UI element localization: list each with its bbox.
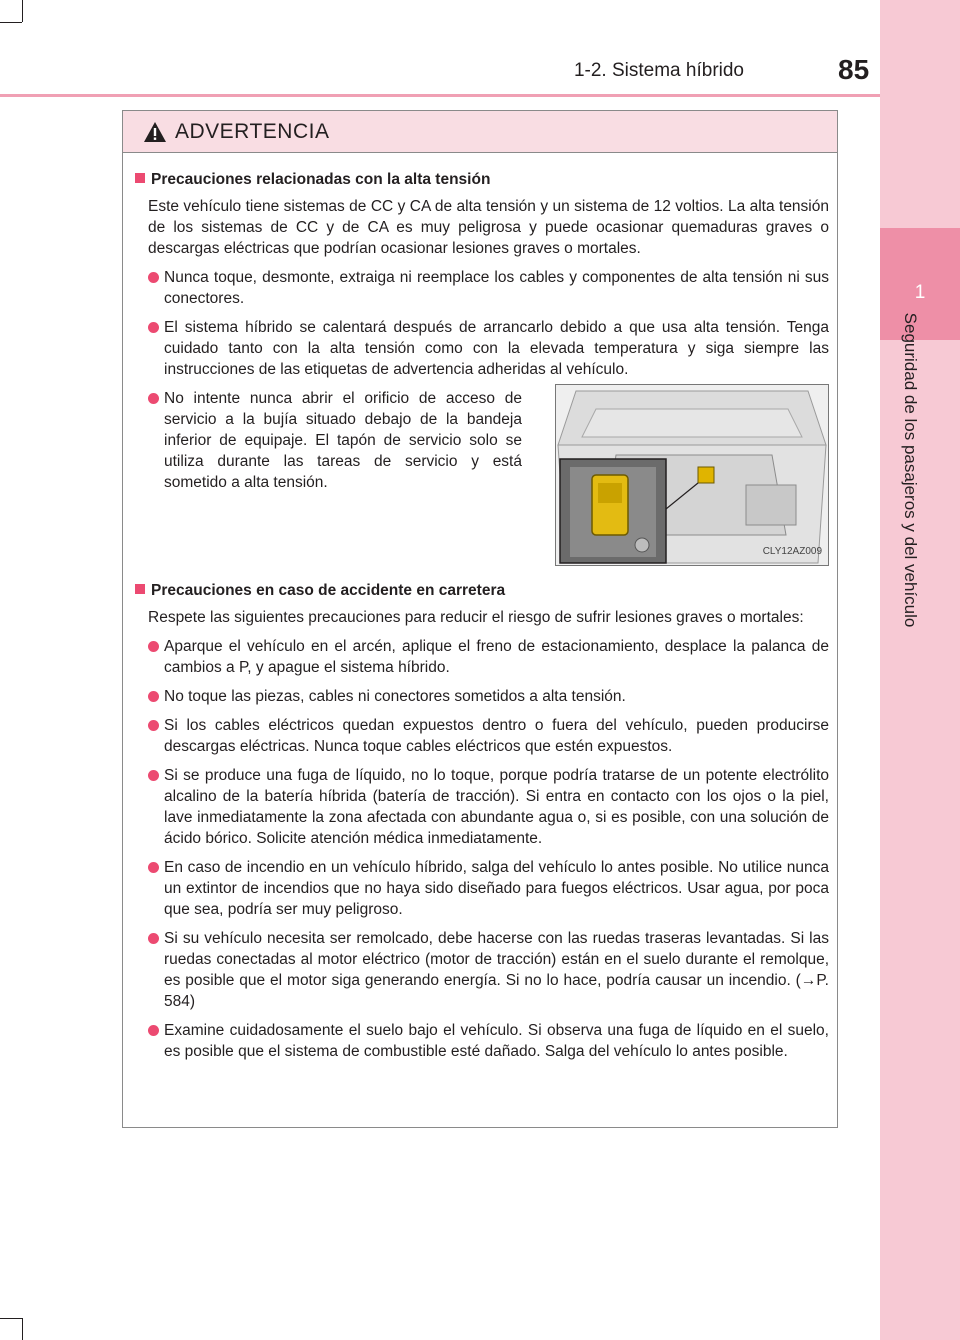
list-item-text: Si su vehículo necesita ser remolcado, debe hacerse con las ruedas traseras levantadas. Si las ruedas conectadas al motor eléctrico (motor de tracción) están en el suelo durante el remolque, es posible que el motor siga generando energía. Si no lo hace, podría causar un incendio. (→P. 584)	[164, 930, 829, 1010]
section-heading-text: Precauciones relacionadas con la alta tensión	[151, 171, 491, 188]
bullet-dot-icon	[148, 933, 159, 944]
list-item	[148, 317, 829, 380]
section-heading	[135, 169, 829, 190]
warning-header	[123, 111, 837, 153]
list-item-text: Examine cuidadosamente el suelo bajo el vehículo. Si observa una fuga de líquido en el suelo, es posible que el sistema de combustible esté dañado. Salga del vehículo lo antes posible.	[164, 1022, 829, 1060]
list-item-text: En caso de incendio en un vehículo híbrido, salga del vehículo lo antes posible. No utilice nunca un extintor de incendios que no haya sido diseñado para fuegos eléctricos. Usar agua, por poca que sea, podría ser muy peligroso.	[164, 859, 829, 918]
section-title: 1-2. Sistema híbrido	[573, 60, 744, 81]
bullet-dot-icon	[148, 862, 159, 873]
list-item	[148, 857, 829, 920]
section-intro: Este vehículo tiene sistemas de CC y CA de alta tensión y un sistema de 12 voltios. La alta tensión de los sistemas de CC y de CA es muy peligrosa y puede ocasionar quemaduras graves o descargas eléctricas que podrían ocasionar lesiones graves o mortales.	[148, 198, 829, 257]
list-item	[148, 267, 829, 309]
square-bullet-icon	[135, 173, 145, 183]
list-item	[148, 686, 829, 707]
list-item	[148, 1020, 829, 1062]
page-number: 85	[838, 54, 870, 85]
bullet-with-figure	[135, 388, 829, 566]
bullet-dot-icon	[148, 641, 159, 652]
list-item-text: Nunca toque, desmonte, extraiga ni reemplace los cables y componentes de alta tensión ni sus conectores.	[164, 269, 829, 307]
chapter-number: 1	[914, 282, 926, 303]
list-item	[148, 715, 829, 757]
list-item	[148, 928, 829, 1012]
list-item-text: No intente nunca abrir el orificio de acceso de servicio a la bujía situado debajo de la bandeja inferior de equipaje. El tapón de servicio solo se utiliza durante las tareas de servicio y está sometido a alta tensión.	[164, 390, 522, 491]
figure-code: CLY12AZ009	[762, 546, 822, 557]
chapter-title: Seguridad de los pasajeros y del vehículo	[901, 312, 920, 628]
service-plug-figure	[555, 384, 829, 566]
crop-mark	[0, 1318, 22, 1319]
crop-mark	[22, 1318, 23, 1340]
list-item	[148, 388, 522, 558]
bullet-dot-icon	[148, 272, 159, 283]
bullet-dot-icon	[148, 720, 159, 731]
list-item-text: Aparque el vehículo en el arcén, aplique el freno de estacionamiento, desplace la palanca de cambios a P, y apague el sistema híbrido.	[164, 638, 829, 676]
list-item-text: Si se produce una fuga de líquido, no lo toque, porque podría tratarse de un potente electrólito alcalino de la batería híbrida (batería de tracción). Si entra en contacto con los ojos o la piel, lave inmediatamente la zona afectada con abundante agua o, si es posible, con una solución de ácido bórico. Solicite atención médica inmediatamente.	[164, 767, 829, 847]
bullet-dot-icon	[148, 322, 159, 333]
luggage-compartment-illustration	[556, 385, 828, 565]
warning-body	[123, 153, 837, 1062]
bullet-dot-icon	[148, 691, 159, 702]
bullet-dot-icon	[148, 393, 159, 404]
list-item	[148, 765, 829, 849]
chapter-side-tab	[880, 0, 960, 1340]
bullet-dot-icon	[148, 1025, 159, 1036]
list-item-text: El sistema híbrido se calentará después de arrancarlo debido a que usa alta tensión. Tenga cuidado tanto con la alta tensión como con la elevada temperatura y siga siempre las instrucciones de las etiquetas de advertencia adheridas al vehículo.	[164, 319, 829, 378]
section-heading-text: Precauciones en caso de accidente en carretera	[151, 582, 506, 599]
list-item-text: No toque las piezas, cables ni conectores sometidos a alta tensión.	[164, 688, 626, 705]
warning-triangle-icon	[143, 121, 167, 143]
list-item-text: Si los cables eléctricos quedan expuestos dentro o fuera del vehículo, pueden producirse descargas eléctricas. Nunca toque cables eléctricos que estén expuestos.	[164, 717, 829, 755]
list-item	[148, 636, 829, 678]
crop-mark	[0, 22, 22, 23]
warning-title: ADVERTENCIA	[175, 119, 330, 143]
warning-box	[122, 110, 838, 1128]
square-bullet-icon	[135, 584, 145, 594]
header-rule	[0, 94, 880, 97]
crop-mark	[22, 0, 23, 22]
bullet-dot-icon	[148, 770, 159, 781]
section-heading	[135, 580, 829, 601]
section-intro: Respete las siguientes precauciones para reducir el riesgo de sufrir lesiones graves o mortales:	[148, 609, 804, 626]
